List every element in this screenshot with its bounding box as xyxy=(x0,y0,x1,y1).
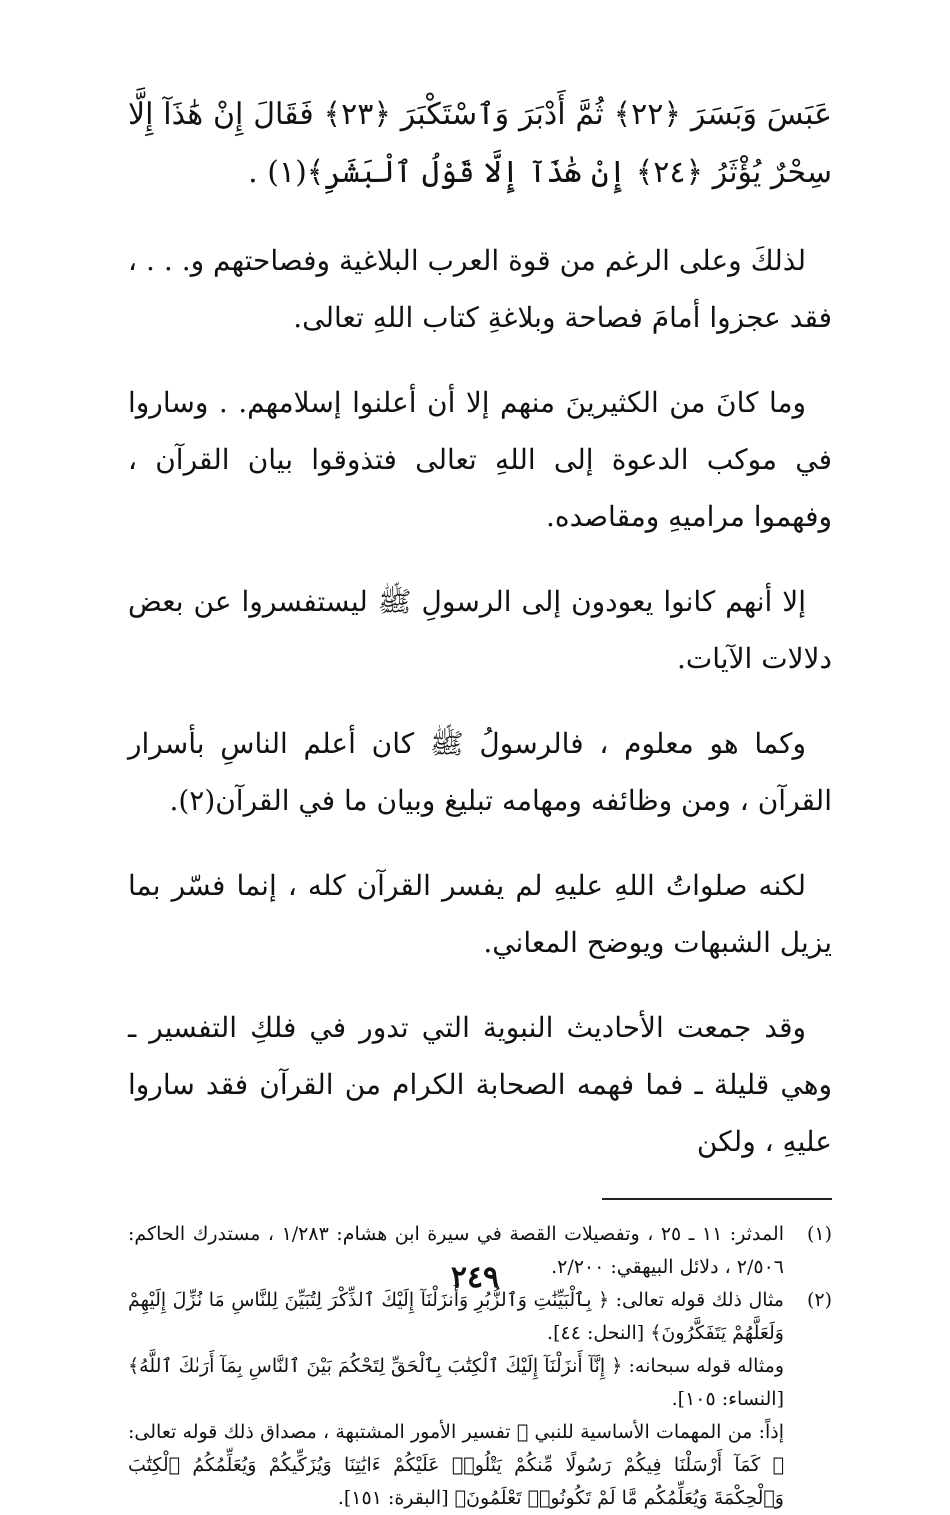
paragraph-2: وما كانَ من الكثيرينَ منهم إلا أن أعلنوا إسلامهم. . وساروا في موكب الدعوة إلى اللهِ تعالى فتذوقوا بيان القرآن ، وفهموا مراميهِ ومقاصده. xyxy=(128,386,832,533)
footnote-1-number: (١) xyxy=(806,1223,832,1245)
page-number: ٢٤٩ xyxy=(450,1260,500,1295)
paragraph-3: إلا أنهم كانوا يعودون إلى الرسولِ ﷺ ليستفسروا عن بعض دلالات الآيات. xyxy=(128,585,832,675)
paragraph-6: وقد جمعت الأحاديث النبوية التي تدور في فلكِ التفسير ـ وهي قليلة ـ فما فهمه الصحابة الكرام من القرآن فقد ساروا عليهِ ، ولكن xyxy=(128,1011,832,1158)
footnote-separator xyxy=(602,1198,832,1200)
footnote-1-text: المدثر: ١١ ـ ٢٥ ، وتفصيلات القصة في سيرة ابن هشام: ١/٢٨٣ ، مستدرك الحاكم: ٢/٥٠٦ ، دلائل البيهقي: ٢/٢٠٠. xyxy=(128,1223,784,1278)
paragraph-5: لكنه صلواتُ اللهِ عليهِ لم يفسر القرآن كله ، إنما فسّر بما يزيل الشبهات ويوضح المعاني. xyxy=(128,869,832,959)
footnote-2-text-b: ومثاله قوله سبحانه: ﴿ إِنَّآ أَنزَلْنَآ إِلَيْكَ ٱلْكِتَٰبَ بِٱلْحَقِّ لِتَحْكُمَ بَيْنَ ٱلنَّاسِ بِمَآ أَرَىٰكَ ٱللَّهُ﴾ [النساء: ١٠٥]. xyxy=(128,1355,784,1410)
footnote-2-body xyxy=(128,1284,784,1515)
footnote-2-text-c: إذاً: من المهمات الأساسية للنبي ﷺ تفسير الأمور المشتبهة ، مصداق ذلك قوله تعالى: ﴿ كَمَآ أَرْسَلْنَا فِيكُمْ رَسُولًا مِّنكُمْ يَتْلُوا۟ عَلَيْكُمْ ءَايَٰتِنَا وَيُزَكِّيكُمْ وَيُعَلِّمُكُمُ ٱلْكِتَٰبَ وَٱلْحِكْمَةَ وَيُعَلِّمُكُم مَّا لَمْ تَكُونُوا۟ تَعْلَمُونَ﴾ [البقرة: ١٥١]. xyxy=(128,1421,784,1509)
paragraph-1: لذلكَ وعلى الرغم من قوة العرب البلاغية وفصاحتهم و. . . ، فقد عجزوا أمامَ فصاحة وبلاغةِ كتاب اللهِ تعالى. xyxy=(128,244,832,334)
paragraph-4: وكما هو معلوم ، فالرسولُ ﷺ كان أعلم الناسِ بأسرار القرآن ، ومن وظائفه ومهامه تبليغ وبيان ما في القرآن(٢). xyxy=(128,727,832,817)
footnote-2 xyxy=(128,1284,832,1515)
footnote-2-text-a: مثال ذلك قوله تعالى: ﴿ بِٱلْبَيِّنَٰتِ وَٱلزُّبُرِ وَأَنزَلْنَآ إِلَيْكَ ٱلذِّكْرَ لِتُبَيِّنَ لِلنَّاسِ مَا نُزِّلَ إِلَيْهِمْ وَلَعَلَّهُمْ يَتَفَكَّرُونَ﴾ [النحل: ٤٤]. xyxy=(128,1289,784,1344)
footnote-2-number: (٢) xyxy=(806,1289,832,1311)
quran-verse-block: عَبَسَ وَبَسَرَ ﴿٢٢﴾ ثُمَّ أَدْبَرَ وَٱسْتَكْبَرَ ﴿٢٣﴾ فَقَالَ إِنْ هَٰذَآ إِلَّا سِحْرٌ يُؤْثَرُ ﴿٢٤﴾ إِنْ هَٰذَآ إِلَّا قَوْلُ ٱلْبَشَرِ﴾(١) . xyxy=(128,97,833,190)
